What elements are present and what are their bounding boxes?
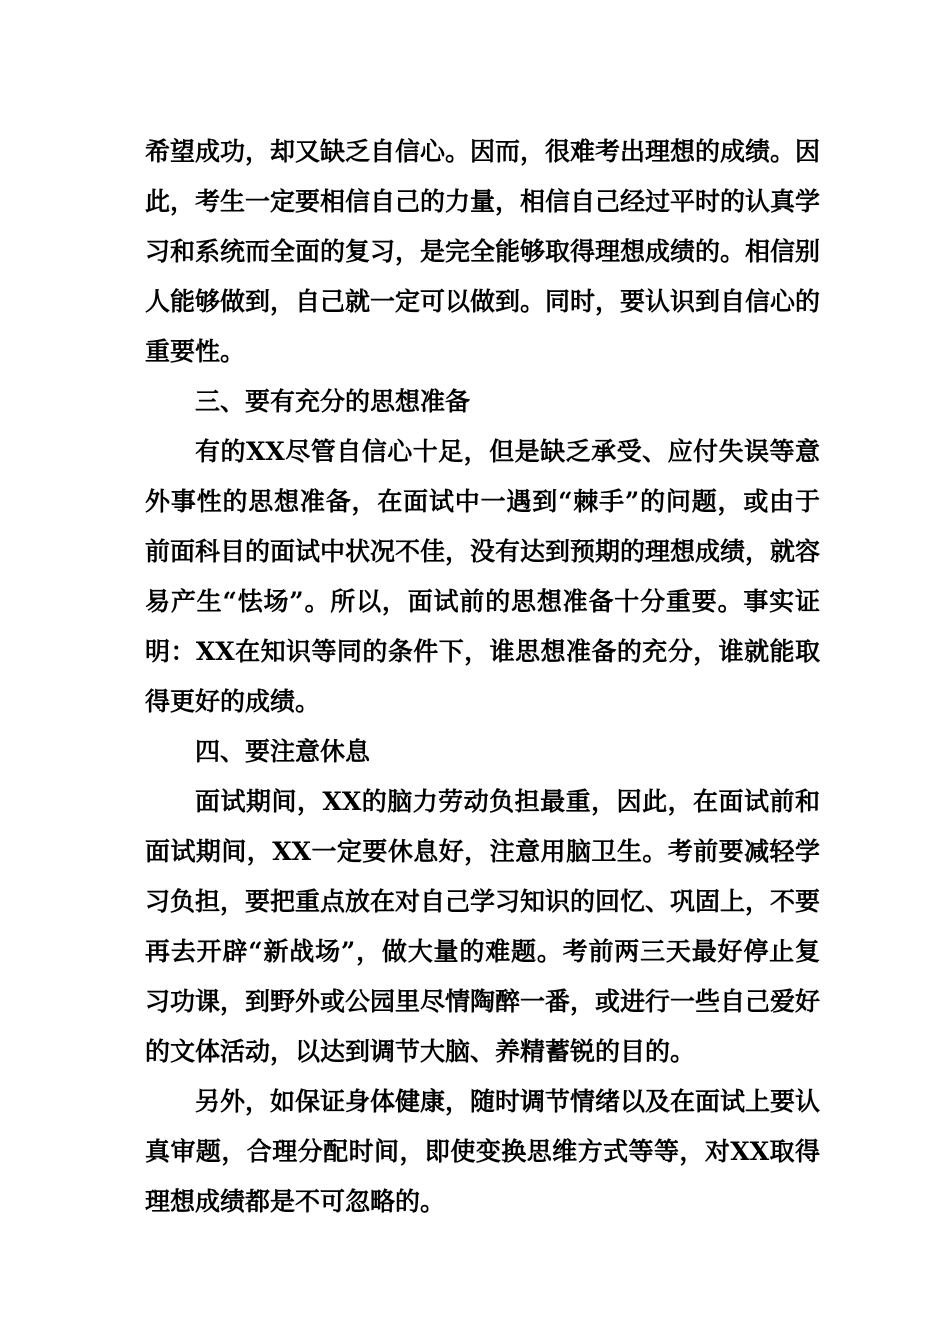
section-heading-3: 三、要有充分的思想准备 xyxy=(195,387,471,416)
document-body xyxy=(145,127,820,1227)
paragraph-continuation: 希望成功，却又缺乏自信心。因而，很难考出理想的成绩。因此，考生一定要相信自己的力量，相信自己经过平时的认真学习和系统而全面的复习，是完全能够取得理想成绩的。相信别人能够做到，自己就一定可以做到。同时，要认识到自信心的重要性。 xyxy=(145,137,821,366)
paragraph-additional: 另外，如保证身体健康，随时调节情绪以及在面试上要认真审题，合理分配时间，即使变换思维方式等等，对XX取得理想成绩都是不可忽略的。 xyxy=(145,1087,821,1216)
paragraph-rest: 面试期间，XX的脑力劳动负担最重，因此，在面试前和面试期间，XX一定要休息好，注意用脑卫生。考前要减轻学习负担，要把重点放在对自己学习知识的回忆、巩固上，不要再去开辟“新战场”，做大量的难题。考前两三天最好停止复习功课，到野外或公园里尽情陶醉一番，或进行一些自己爱好的文体活动，以达到调节大脑、养精蓄锐的目的。 xyxy=(145,787,821,1066)
paragraph-preparation: 有的XX尽管自信心十足，但是缺乏承受、应付失误等意外事性的思想准备，在面试中一遇到“棘手”的问题，或由于前面科目的面试中状况不佳，没有达到预期的理想成绩，就容易产生“怯场”。所以，面试前的思想准备十分重要。事实证明：XX在知识等同的条件下，谁思想准备的充分，谁就能取得更好的成绩。 xyxy=(145,437,821,716)
section-heading-4: 四、要注意休息 xyxy=(195,737,371,766)
